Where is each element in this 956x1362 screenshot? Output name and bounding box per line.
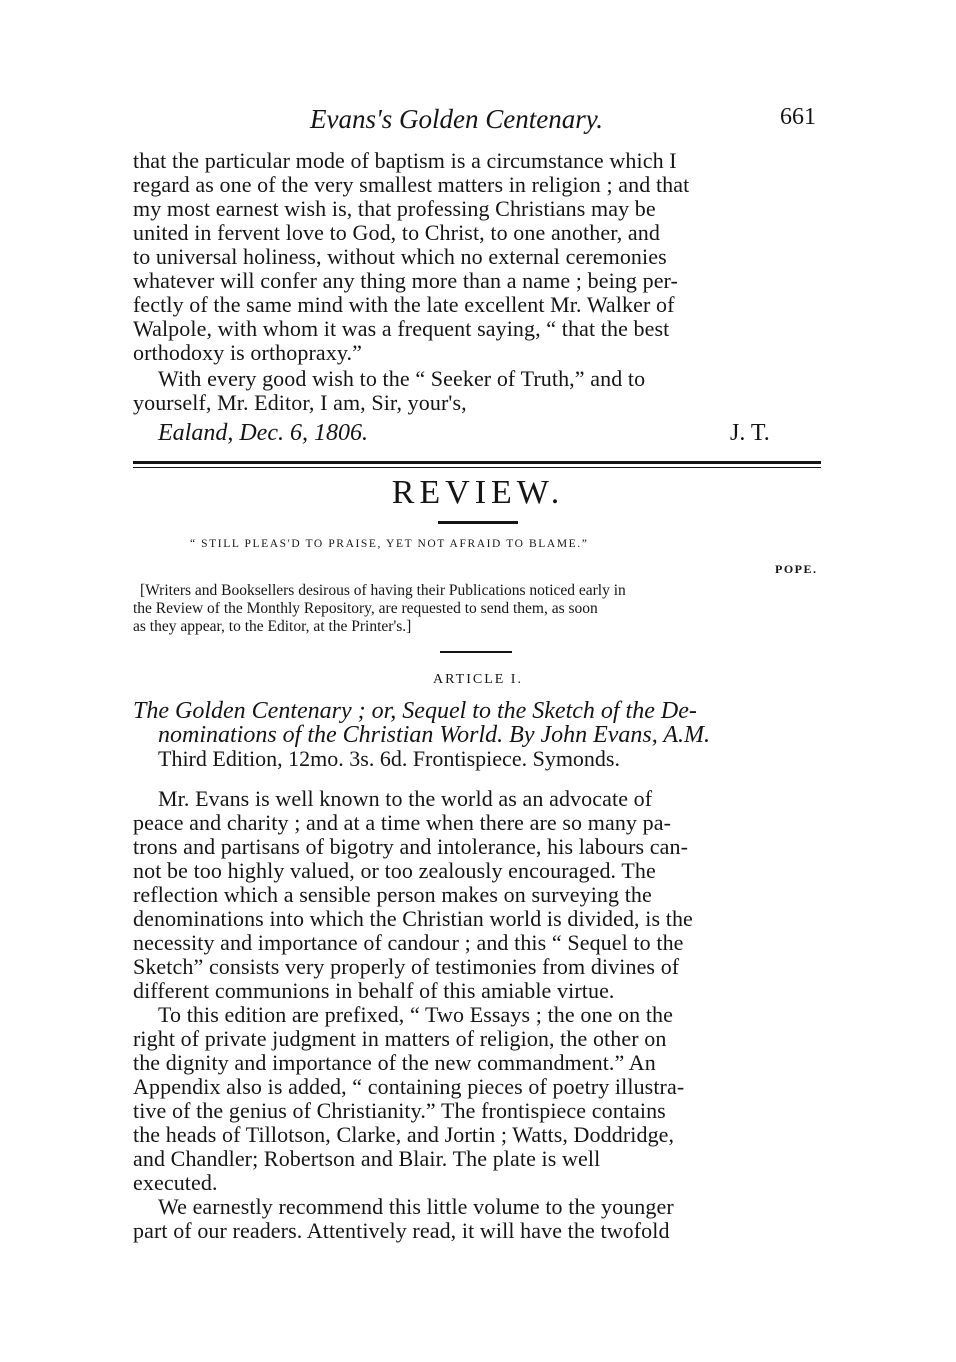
article-number: ARTICLE I. — [433, 672, 523, 687]
running-head-title: Evans's Golden Centenary. — [310, 104, 603, 134]
review-line: the dignity and importance of the new commandment.” An — [133, 1050, 656, 1075]
review-line: executed. — [133, 1170, 218, 1195]
review-motto: “ STILL PLEAS'D TO PRAISE, YET NOT AFRAID TO BLAME.” — [190, 538, 589, 550]
book-title-line: The Golden Centenary ; or, Sequel to the Sketch of the De- — [133, 698, 697, 724]
review-line: necessity and importance of candour ; and this “ Sequel to the — [133, 930, 684, 955]
notice-line: [Writers and Booksellers desirous of having their Publications noticed early in — [140, 582, 626, 599]
review-line: Mr. Evans is well known to the world as an advocate of — [158, 786, 653, 811]
review-heading: REVIEW. — [391, 474, 565, 511]
review-line: right of private judgment in matters of religion, the other on — [133, 1026, 667, 1051]
review-line: not be too highly valued, or too zealously encouraged. The — [133, 858, 656, 883]
signoff-initials: J. T. — [730, 420, 770, 446]
motto-attribution: POPE. — [775, 562, 818, 576]
review-line: and Chandler; Robertson and Blair. The plate is well — [133, 1146, 601, 1171]
letter-line: whatever will confer any thing more than a name ; being per- — [133, 268, 678, 293]
review-line: tive of the genius of Christianity.” The frontispiece contains — [133, 1098, 666, 1123]
letter-line: to universal holiness, without which no external ceremonies — [133, 244, 667, 269]
signoff-place-date-text: Ealand, Dec. 6, 1806. — [158, 420, 368, 446]
letter-line: With every good wish to the “ Seeker of Truth,” and to — [158, 366, 646, 391]
signoff-place-date — [158, 420, 368, 447]
letter-line: that the particular mode of baptism is a circumstance which I — [133, 148, 677, 173]
review-line: trons and partisans of bigotry and intolerance, his labours can- — [133, 834, 689, 859]
letter-line: united in fervent love to God, to Christ, to one another, and — [133, 220, 660, 245]
review-line: the heads of Tillotson, Clarke, and Jortin ; Watts, Doddridge, — [133, 1122, 675, 1147]
review-line: part of our readers. Attentively read, it will have the twofold — [133, 1218, 670, 1243]
review-line: To this edition are prefixed, “ Two Essays ; the one on the — [158, 1002, 674, 1027]
letter-line: my most earnest wish is, that professing Christians may be — [133, 196, 656, 221]
letter-line: orthodoxy is orthopraxy.” — [133, 340, 362, 365]
review-line: Appendix also is added, “ containing pieces of poetry illustra- — [133, 1074, 685, 1099]
review-line: reflection which a sensible person makes on surveying the — [133, 882, 652, 907]
book-publication-details: Third Edition, 12mo. 3s. 6d. Frontispiece. Symonds. — [158, 746, 620, 771]
heading-rule — [438, 521, 518, 524]
review-line: Sketch” consists very properly of testimonies from divines of — [133, 954, 680, 979]
review-line: We earnestly recommend this little volume to the younger — [158, 1194, 674, 1219]
notice-rule — [440, 651, 512, 653]
review-line: different communions in behalf of this amiable virtue. — [133, 978, 615, 1003]
letter-line: Walpole, with whom it was a frequent saying, “ that the best — [133, 316, 670, 341]
notice-line: the Review of the Monthly Repository, are requested to send them, as soon — [133, 600, 598, 617]
letter-line: regard as one of the very smallest matters in religion ; and that — [133, 172, 690, 197]
review-line: denominations into which the Christian world is divided, is the — [133, 906, 693, 931]
section-rule-thick — [133, 461, 821, 464]
notice-line: as they appear, to the Editor, at the Printer's.] — [133, 618, 412, 635]
section-rule-thin — [133, 467, 821, 468]
page-number: 661 — [780, 104, 816, 130]
book-title-line: nominations of the Christian World. By John Evans, A.M. — [158, 722, 710, 748]
review-line: peace and charity ; and at a time when there are so many pa- — [133, 810, 672, 835]
letter-line: fectly of the same mind with the late excellent Mr. Walker of — [133, 292, 675, 317]
letter-line: yourself, Mr. Editor, I am, Sir, your's, — [133, 390, 467, 415]
